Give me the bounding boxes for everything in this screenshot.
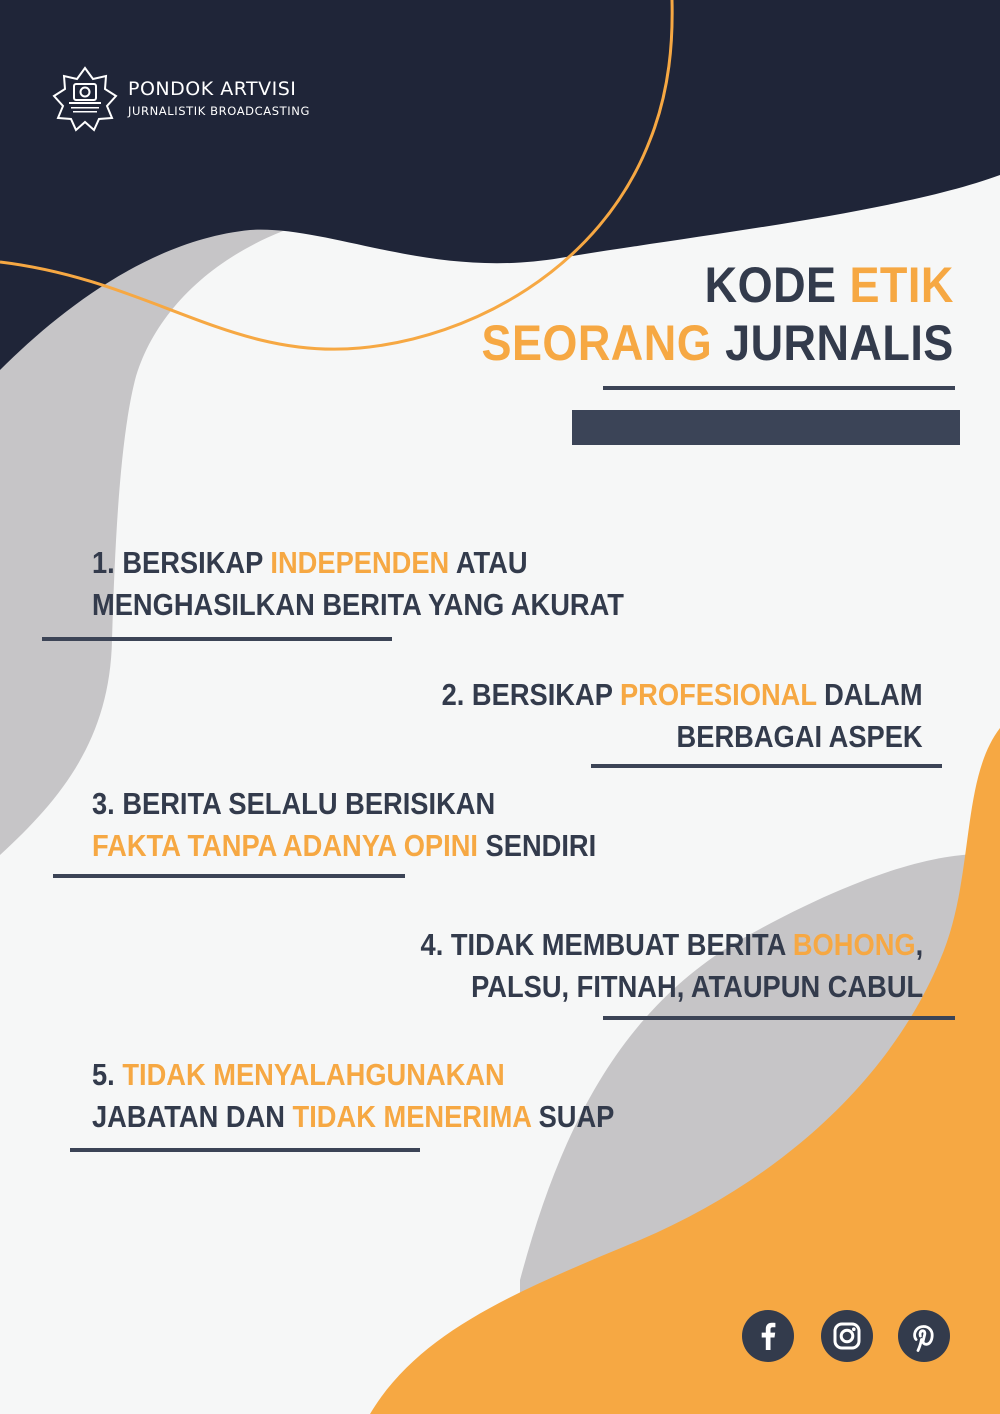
divider-3 <box>53 874 405 878</box>
list-item-3 <box>92 783 596 867</box>
list-item-4-line-1: 4. TIDAK MEMBUAT BERITA BOHONG, <box>420 927 923 962</box>
brand-subtitle: JURNALISTIK BROADCASTING <box>128 104 310 118</box>
brand-name: PONDOK ARTVISI <box>128 78 297 100</box>
instagram-icon <box>821 1310 873 1362</box>
highlight-fakta: FAKTA TANPA ADANYA OPINI <box>92 828 478 863</box>
list-item-5 <box>92 1054 614 1138</box>
list-item-1 <box>92 542 624 626</box>
list-item-2-line-2: BERBAGAI ASPEK <box>676 719 923 754</box>
divider-2 <box>591 764 942 768</box>
list-item-1-line-2: MENGHASILKAN BERITA YANG AKURAT <box>92 587 624 622</box>
pinterest-button[interactable] <box>898 1310 950 1362</box>
pinterest-icon <box>898 1310 950 1362</box>
facebook-icon <box>742 1310 794 1362</box>
list-item-3-line-2: FAKTA TANPA ADANYA OPINI SENDIRI <box>92 828 597 863</box>
title-line-1 <box>705 257 954 313</box>
list-item-2 <box>442 674 923 758</box>
title-underline <box>603 386 955 390</box>
title-word-seorang: SEORANG <box>481 315 713 371</box>
title-word-jurnalis: JURNALIS <box>725 315 954 371</box>
list-item-4 <box>420 924 923 1008</box>
title-bar <box>572 410 960 445</box>
list-item-5-line-2: JABATAN DAN TIDAK MENERIMA SUAP <box>92 1099 615 1134</box>
camera-star-emblem-icon <box>52 66 118 132</box>
list-item-3-line-1: 3. BERITA SELALU BERISIKAN <box>92 786 496 821</box>
highlight-tidak-menerima: TIDAK MENERIMA <box>292 1099 531 1134</box>
divider-5 <box>70 1148 420 1152</box>
divider-4 <box>603 1016 955 1020</box>
highlight-profesional: PROFESIONAL <box>620 677 817 712</box>
highlight-independen: INDEPENDEN <box>270 545 450 580</box>
instagram-button[interactable] <box>821 1310 873 1362</box>
list-item-5-line-1: 5. TIDAK MENYALAHGUNAKAN <box>92 1057 505 1092</box>
title-line-2 <box>482 315 954 371</box>
title-word-kode: KODE <box>704 257 837 313</box>
list-item-2-line-1: 2. BERSIKAP PROFESIONAL DALAM <box>441 677 923 712</box>
brand-header <box>52 66 352 136</box>
facebook-button[interactable] <box>742 1310 794 1362</box>
divider-1 <box>42 637 392 641</box>
title-word-etik: ETIK <box>849 257 954 313</box>
highlight-tidak-menyalahgunakan: TIDAK MENYALAHGUNAKAN <box>122 1057 505 1092</box>
list-item-4-line-2: PALSU, FITNAH, ATAUPUN CABUL <box>470 969 923 1004</box>
list-item-1-line-1: 1. BERSIKAP INDEPENDEN ATAU <box>92 545 528 580</box>
highlight-bohong: BOHONG <box>792 927 916 962</box>
